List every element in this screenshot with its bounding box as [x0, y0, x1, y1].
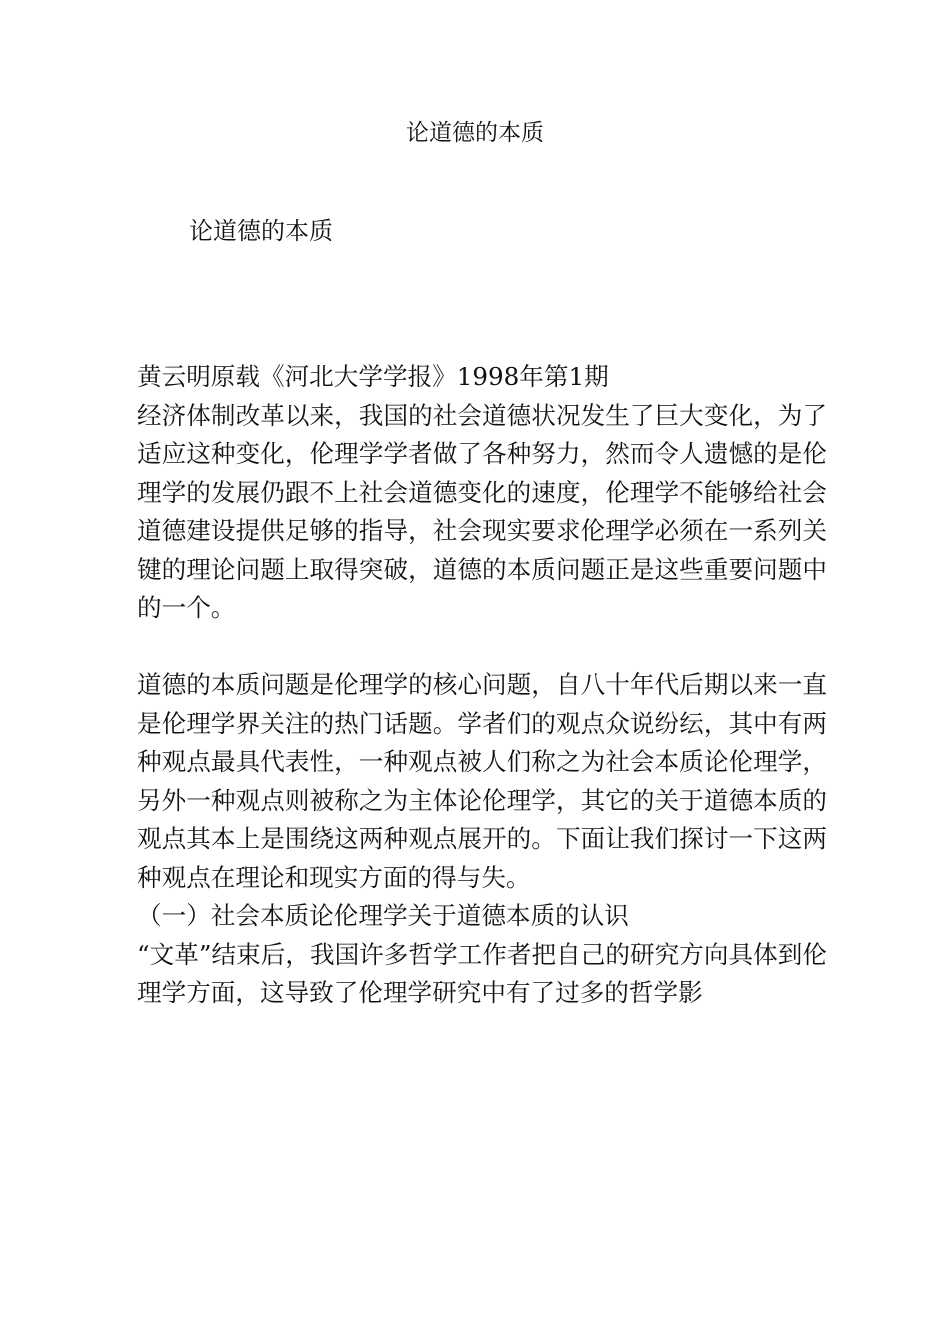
paragraph-essence: 道德的本质问题是伦理学的核心问题，自八十年代后期以来一直是伦理学界关注的热门话题。学者们的观点众说纷纭，其中有两种观点最具代表性，一种观点被人们称之为社会本质论伦理学，另外一种观点则被称之为主体论伦理学，其它的关于道德本质的观点其本上是围绕这两种观点展开的。下面让我们探讨一下这两种观点在理论和现实方面的得与失。	[137, 670, 827, 892]
section-paragraph: “文革”结束后，我国许多哲学工作者把自己的研究方向具体到伦理学方面，这导致了伦理学研究中有了过多的哲学影	[137, 939, 827, 1007]
article-subtitle: 论道德的本质	[189, 217, 333, 245]
page-title: 论道德的本质	[406, 120, 544, 146]
section-heading: （一）社会本质论伦理学关于道德本质的认识	[137, 901, 629, 930]
article-body	[137, 358, 827, 1013]
paragraph-intro: 经济体制改革以来，我国的社会道德状况发生了巨大变化，为了适应这种变化，伦理学学者做了各种努力，然而令人遗憾的是伦理学的发展仍跟不上社会道德变化的速度，伦理学不能够给社会道德建设提供足够的指导，社会现实要求伦理学必须在一系列关键的理论问题上取得突破，道德的本质问题正是这些重要问题中的一个。	[137, 400, 827, 622]
byline: 黄云明原载《河北大学学报》1998年第1期	[137, 362, 609, 391]
